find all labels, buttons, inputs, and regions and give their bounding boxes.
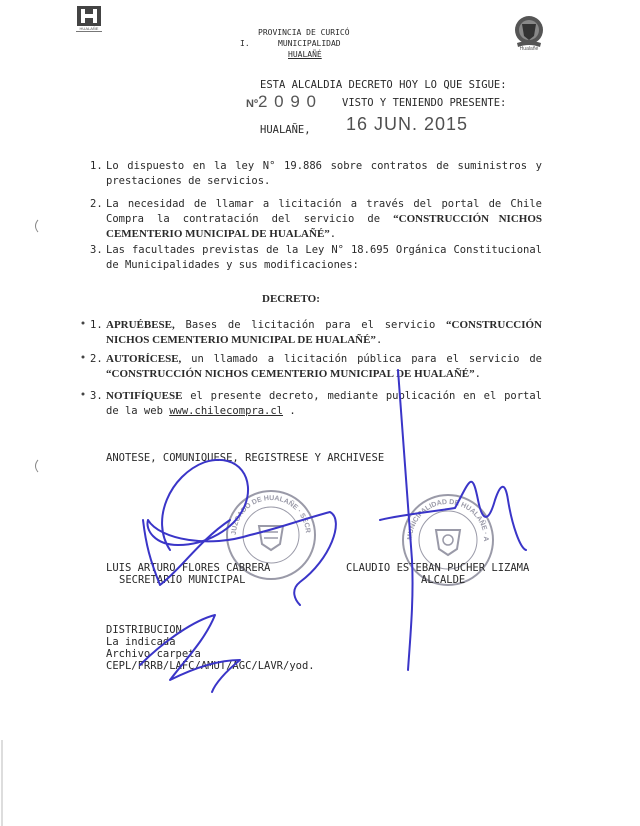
distribution-title: DISTRIBUCION xyxy=(106,624,182,636)
consideration-num: 2. xyxy=(90,198,103,210)
preamble-line-2: VISTO Y TENIENDO PRESENTE: xyxy=(342,97,507,109)
distribution-line: La indicada xyxy=(106,636,176,648)
decree-item-num: 3. xyxy=(90,390,103,402)
margin-dot xyxy=(82,322,85,325)
decree-verb: APRUÉBESE, xyxy=(106,319,175,331)
punch-hole-mark xyxy=(36,220,39,232)
header-province: PROVINCIA DE CURICÓ xyxy=(258,28,350,37)
consideration-num: 1. xyxy=(90,160,103,172)
secretary-title: SECRETARIO MUNICIPAL xyxy=(119,574,246,586)
mayor-title: ALCALDE xyxy=(421,574,466,586)
service-name: “CONSTRUCCIÓN NICHOS CEMENTERIO MUNICIPAL DE HUALAÑÉ” xyxy=(106,319,542,346)
decree-text-part: . xyxy=(283,405,296,417)
decree-text-part: el presente decreto, mediante publicación en el portal de la web xyxy=(106,390,542,417)
number-prefix: Nº xyxy=(246,98,258,110)
decree-item-num: 2. xyxy=(90,353,103,365)
decree-number-stamp xyxy=(246,92,317,112)
decree-number: 2 0 9 0 xyxy=(257,92,317,111)
decree-item-text xyxy=(106,352,542,382)
decree-text-part: un llamado a licitación pública para el servicio de xyxy=(181,353,542,365)
preamble-place: HUALAÑE, xyxy=(260,124,311,136)
distribution-line: CEPL/FRRB/LAFC/AMUT/AGC/LAVR/yod. xyxy=(106,660,315,672)
decree-item-text xyxy=(106,318,542,348)
svg-text:MUNICIPALIDAD DE HUALAÑE · ALC xyxy=(400,492,489,542)
margin-dot xyxy=(82,356,85,359)
distribution-line: Archivo carpeta xyxy=(106,648,201,660)
consideration-text xyxy=(106,197,542,242)
closing-formula: ANOTESE, COMUNIQUESE, REGISTRESE Y ARCHIVESE xyxy=(106,452,385,464)
decree-verb: AUTORÍCESE, xyxy=(106,353,182,365)
consideration-text-part: La necesidad de llamar a licitación a través del portal de Chile Compra la contratación del servicio de xyxy=(106,198,542,225)
service-name: “CONSTRUCCIÓN NICHOS CEMENTERIO MUNICIPAL DE HUALAÑÉ” xyxy=(106,213,542,240)
header-municipality: MUNICIPALIDAD xyxy=(278,39,341,48)
mayor-stamp-text: MUNICIPALIDAD DE HUALAÑE · A xyxy=(406,498,490,542)
decree-item-num: 1. xyxy=(90,319,103,331)
decree-verb: NOTIFÍQUESE xyxy=(106,390,183,402)
secretary-name: LUIS ARTURO FLORES CABRERA xyxy=(106,562,271,574)
municipality-seal-right xyxy=(512,12,546,52)
preamble-line-1: ESTA ALCALDIA DECRETO HOY LO QUE SIGUE: xyxy=(260,79,507,91)
logo-emblem-icon xyxy=(74,4,104,38)
secretary-stamp-text: JUZGADO DE HUALAÑE · SECR xyxy=(230,494,312,536)
header-prefix: I. xyxy=(240,39,250,48)
consideration-text: Lo dispuesto en la ley N° 19.886 sobre contratos de suministros y prestaciones de servicios. xyxy=(106,160,542,187)
decree-text-part: . xyxy=(474,368,481,380)
chilecompra-link[interactable]: www.chilecompra.cl xyxy=(169,405,284,417)
decree-text-part: Bases de licitación para el servicio xyxy=(174,319,447,331)
logo-left-text: HUALAÑE xyxy=(79,26,99,31)
header-town: HUALAÑÉ xyxy=(288,50,322,59)
mayor-name: CLAUDIO ESTEBAN PUCHER LIZAMA xyxy=(346,562,530,574)
decree-item-text xyxy=(106,389,542,419)
consideration-text: Las facultades previstas de la Ley N° 18.695 Orgánica Constitucional de Municipalidades y sus modificaciones: xyxy=(106,244,542,271)
decree-date-stamp: 16 JUN. 2015 xyxy=(346,114,469,134)
decree-title: DECRETO: xyxy=(262,293,320,305)
service-name: “CONSTRUCCIÓN NICHOS CEMENTERIO MUNICIPAL DE HUALAÑÉ” xyxy=(106,368,475,380)
consideration-text-part: . xyxy=(329,228,337,240)
municipality-logo-left xyxy=(74,4,104,38)
logo-right-text: Hualañé xyxy=(519,46,539,52)
punch-hole-mark xyxy=(36,460,39,472)
consideration-num: 3. xyxy=(90,244,103,256)
margin-dot xyxy=(82,393,85,396)
decree-text-part: . xyxy=(375,334,383,346)
